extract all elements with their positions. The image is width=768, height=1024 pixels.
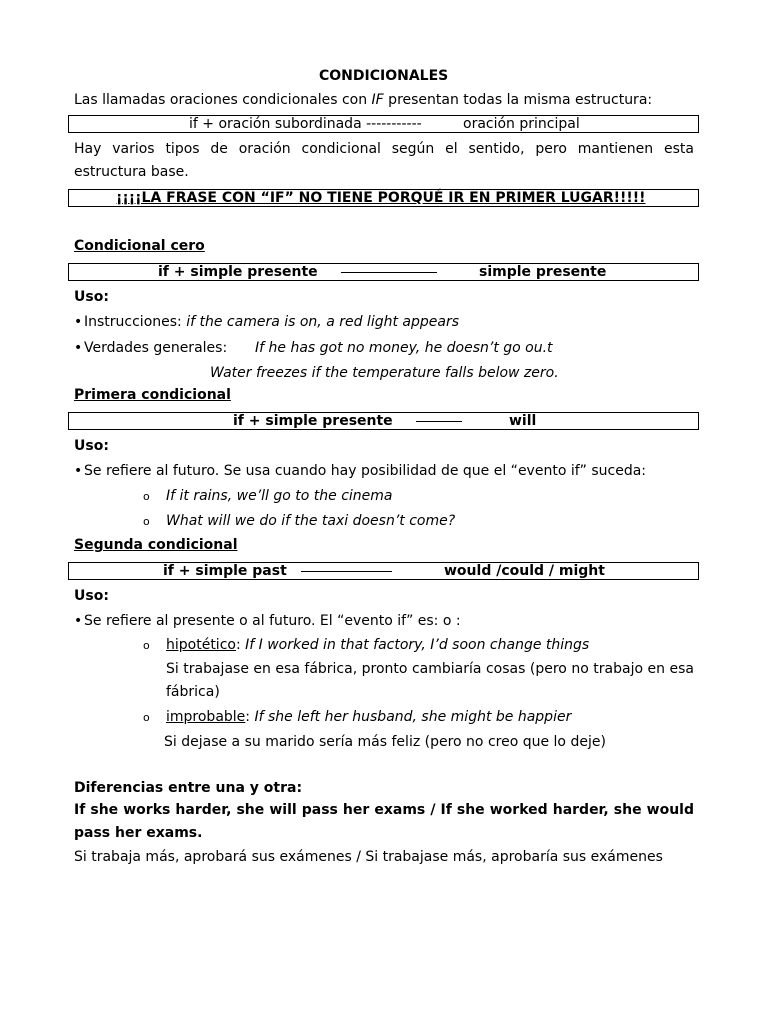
zero-arrow-line — [341, 272, 437, 273]
intro-text — [74, 91, 652, 109]
second-uso: Uso: — [74, 588, 109, 604]
zero-bullet-2 — [74, 339, 227, 357]
zero-b2-example-2: Water freezes if the temperature falls below zero. — [210, 365, 559, 381]
intro-if: IF — [371, 92, 384, 108]
sub-bullet-glyph: o — [143, 639, 150, 652]
differences-english: If she works harder, she will pass her exams / If she worked harder, she would pass her exams. — [74, 802, 694, 841]
differences-heading: Diferencias entre una y otra: — [74, 780, 303, 796]
sub-bullet-glyph: o — [143, 711, 150, 724]
first-box-left: if + simple presente — [233, 413, 393, 429]
second-b1-text: Se refiere al presente o al futuro. El “evento if” es: o : — [84, 613, 461, 629]
zero-bullet-1 — [74, 313, 459, 331]
second-arrow-line — [301, 571, 392, 572]
zero-b1-label: Instrucciones: — [84, 314, 187, 330]
second-improbable — [166, 708, 571, 726]
hypothetical-label: hipotético — [166, 637, 236, 653]
differences-spanish: Si trabaja más, aprobará sus exámenes / Si trabajase más, aprobaría sus exámenes — [74, 849, 663, 865]
hypothetical-colon: : — [235, 637, 241, 653]
warning-text: ¡¡¡¡LA FRASE CON “IF” NO TIENE PORQUÉ IR EN PRIMER LUGAR!!!!! — [116, 190, 646, 206]
hypothetical-example: If I worked in that factory, I’d soon change things — [245, 637, 590, 653]
improbable-translation: Si dejase a su marido sería más feliz (pero no creo que lo deje) — [164, 734, 606, 750]
zero-b2-label: Verdades generales: — [84, 340, 228, 356]
bullet-glyph: • — [74, 314, 83, 330]
intro-pre: Las llamadas oraciones condicionales con — [74, 92, 372, 108]
second-bullet-1 — [74, 612, 461, 630]
zero-b2-example: If he has got no money, he doesn’t go ou.t — [255, 340, 553, 356]
second-box-left: if + simple past — [163, 563, 287, 579]
structure-right: oración principal — [463, 116, 580, 132]
structure-left: if + oración subordinada ----------- — [189, 116, 422, 132]
warning-box — [68, 189, 699, 207]
first-example-1: If it rains, we’ll go to the cinema — [166, 488, 393, 504]
first-box-right: will — [509, 413, 537, 429]
sub-bullet-glyph: o — [143, 490, 150, 503]
second-box — [68, 562, 699, 580]
structure-box — [68, 115, 699, 133]
second-hypothetical — [166, 636, 589, 654]
second-box-right: would /could / might — [444, 563, 605, 579]
zero-box-left: if + simple presente — [158, 264, 318, 280]
first-uso: Uso: — [74, 438, 109, 454]
types-paragraph: Hay varios tipos de oración condicional según el sentido, pero mantienen esta estructura base. — [74, 141, 694, 180]
first-bullet-1 — [74, 462, 646, 480]
first-box — [68, 412, 699, 430]
bullet-glyph: • — [74, 340, 83, 356]
first-heading: Primera condicional — [74, 387, 231, 403]
zero-b1-example: if the camera is on, a red light appears — [186, 314, 460, 330]
zero-uso: Uso: — [74, 289, 109, 305]
intro-post: presentan todas la misma estructura: — [383, 92, 653, 108]
zero-heading: Condicional cero — [74, 238, 205, 254]
improbable-label: improbable — [166, 709, 246, 725]
bullet-glyph: • — [74, 613, 83, 629]
second-heading: Segunda condicional — [74, 537, 238, 553]
hypothetical-translation: Si trabajase en esa fábrica, pronto cambiaría cosas (pero no trabajo en esa fábrica) — [166, 661, 694, 700]
zero-box — [68, 263, 699, 281]
first-example-2: What will we do if the taxi doesn’t come? — [166, 513, 456, 529]
page-title: CONDICIONALES — [319, 68, 449, 84]
bullet-glyph: • — [74, 463, 83, 479]
first-b1-text: Se refiere al futuro. Se usa cuando hay posibilidad de que el “evento if” suceda: — [84, 463, 647, 479]
sub-bullet-glyph: o — [143, 515, 150, 528]
first-arrow-line — [416, 421, 462, 422]
zero-box-right: simple presente — [479, 264, 607, 280]
improbable-colon: : — [245, 709, 251, 725]
improbable-example: If she left her husband, she might be happier — [254, 709, 572, 725]
